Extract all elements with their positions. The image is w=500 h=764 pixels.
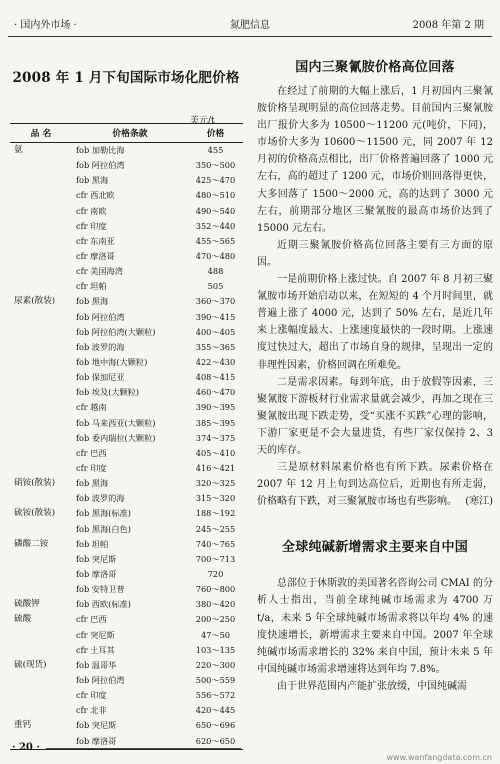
price-cell: 355～365 xyxy=(195,341,236,352)
price-cell: 488 xyxy=(207,266,224,277)
table-row xyxy=(10,643,243,658)
product-cell: 磷酸二铵 xyxy=(14,538,49,549)
terms-cell: fob 阿拉伯湾(大颗粒) xyxy=(76,326,156,337)
price-cell: 320～325 xyxy=(195,478,236,489)
terms-cell: cfr 印度 xyxy=(76,220,107,231)
table-row xyxy=(10,264,243,279)
product-cell xyxy=(10,446,72,461)
article-paragraph: 总部位于休斯敦的美国著名咨询公司 CMAI 的分析人士指出，当前全球纯碱市场需求为 4700 万 t/a，未来 5 年全球纯碱市场需求将以年均 4% 的速度快速增长，新增需求主要来自中国。2007 年全球纯碱市场需求增长的 32% 来自中国，预计未来 5 年中国纯碱市场需求增速将达到年均 7.8%。 xyxy=(257,578,493,675)
product-cell xyxy=(10,416,72,431)
terms-cell: fob 波罗的海 xyxy=(76,341,125,352)
table-row xyxy=(10,219,243,234)
product-cell xyxy=(10,400,72,415)
price-cell: 103～135 xyxy=(195,644,236,655)
terms-cell: cfr 坦帕 xyxy=(76,281,107,292)
article-paragraph: 三是原材料尿素价格也有所下跌。尿素价格在 2007 年 12 月上旬到达高位后，近期也有所走弱，价格略有下跌，对三聚氰胺市场也有些影响。 xyxy=(257,462,493,508)
price-cell: 760～800 xyxy=(195,584,236,595)
table-row xyxy=(10,310,243,325)
table-row xyxy=(10,325,243,340)
table-row xyxy=(10,173,243,188)
price-cell: 374～375 xyxy=(195,432,236,443)
product-cell xyxy=(10,279,72,294)
table-row xyxy=(10,446,243,461)
terms-cell: fob 委内瑞拉(大颗粒) xyxy=(76,432,156,443)
table-row xyxy=(10,703,243,718)
table-row xyxy=(10,552,243,567)
header-rule xyxy=(8,36,492,37)
terms-cell: fob 温哥华 xyxy=(76,659,117,670)
price-cell: 505 xyxy=(207,281,224,292)
price-table-title: 2008 年 1 月下旬国际市场化肥价格 xyxy=(12,70,240,86)
table-row xyxy=(10,279,243,294)
table-row xyxy=(10,628,243,643)
terms-cell: cfr 东南亚 xyxy=(76,235,115,246)
product-cell: 氨 xyxy=(14,145,23,156)
table-row xyxy=(10,491,243,506)
table-row xyxy=(10,340,243,355)
table-row xyxy=(10,658,243,673)
product-cell: 硫酸 xyxy=(14,614,32,625)
product-cell xyxy=(10,264,72,279)
table-row xyxy=(10,522,243,537)
price-cell: 188～192 xyxy=(195,508,236,519)
price-cell: 740～765 xyxy=(195,538,236,549)
watermark: www.wanfangdata.com.cn xyxy=(386,753,492,762)
table-row xyxy=(10,234,243,249)
product-cell xyxy=(10,582,72,597)
table-row xyxy=(10,431,243,446)
terms-cell: cfr 印度 xyxy=(76,463,107,474)
product-cell xyxy=(10,628,72,643)
price-cell: 352～440 xyxy=(195,220,236,231)
article-paragraph: 二是需求因素。每到年底，由于放假等因素，三聚氰胺下游板材行业需求量就会减少，再加之现在三聚氰胺出现下跌走势，受“买涨不买跌”心理的影响，下游厂家更是不会大量进货，有些厂家仅保持 2、3 天的库存。 xyxy=(257,376,493,456)
page-header xyxy=(8,14,492,32)
price-cell: 200～250 xyxy=(195,614,236,625)
price-cell: 47～50 xyxy=(200,629,231,640)
terms-cell: cfr 突尼斯 xyxy=(76,629,115,640)
table-row xyxy=(10,688,243,703)
price-cell: 500～559 xyxy=(195,674,236,685)
product-cell xyxy=(10,461,72,476)
table-row xyxy=(10,355,243,370)
price-cell: 245～255 xyxy=(195,523,236,534)
table-row xyxy=(10,506,243,521)
terms-cell: cfr 西北欧 xyxy=(76,190,115,201)
terms-cell: fob 黑海 xyxy=(76,296,109,307)
terms-cell: fob 保加尼亚 xyxy=(76,372,125,383)
price-cell: 460～470 xyxy=(195,387,236,398)
price-cell: 720 xyxy=(207,569,224,579)
product-cell xyxy=(10,310,72,325)
terms-cell: fob 黑海 xyxy=(76,478,109,489)
product-cell xyxy=(10,325,72,340)
price-cell: 455 xyxy=(207,145,224,156)
product-cell xyxy=(10,340,72,355)
price-cell: 350～500 xyxy=(195,160,236,171)
table-row xyxy=(10,612,243,627)
table-row xyxy=(10,718,243,733)
product-cell xyxy=(10,703,72,718)
terms-cell: fob 安特卫普 xyxy=(76,584,125,595)
terms-cell: cfr 摩洛哥 xyxy=(76,251,115,262)
column-header-product: 品 名 xyxy=(10,124,72,143)
terms-cell: fob 加勒比海 xyxy=(76,145,125,156)
price-cell: 700～713 xyxy=(195,553,236,564)
table-row xyxy=(10,188,243,203)
product-cell: 重钙 xyxy=(14,720,32,731)
table-row xyxy=(10,143,243,159)
terms-cell: fob 坦帕 xyxy=(76,538,109,549)
product-cell xyxy=(10,249,72,264)
terms-cell: cfr 南欧 xyxy=(76,205,107,216)
column-header-terms: 价格条款 xyxy=(72,124,188,143)
terms-cell: fob 黑海(白色) xyxy=(76,523,131,534)
table-row xyxy=(10,249,243,264)
terms-cell: fob 黑海 xyxy=(76,175,109,186)
product-cell xyxy=(10,688,72,703)
product-cell xyxy=(10,204,72,219)
price-cell: 360～370 xyxy=(195,296,236,307)
product-cell xyxy=(10,431,72,446)
terms-cell: fob 西欧(标准) xyxy=(76,599,131,610)
terms-cell: fob 突尼斯 xyxy=(76,720,117,731)
terms-cell: cfr 美国海湾 xyxy=(76,266,123,277)
price-cell: 455～565 xyxy=(195,235,236,246)
footer-rule xyxy=(46,748,241,749)
product-cell xyxy=(10,173,72,188)
terms-cell: fob 地中海(大颗粒) xyxy=(76,357,148,368)
header-section: · 国内外市场 · xyxy=(14,20,77,31)
table-row xyxy=(10,733,243,749)
price-cell: 408～415 xyxy=(195,372,236,383)
price-cell: 220～300 xyxy=(195,659,236,670)
header-issue: 2008 年第 2 期 xyxy=(412,20,484,31)
article-title-melamine: 国内三聚氰胺价格高位回落 xyxy=(295,60,455,75)
product-cell xyxy=(10,370,72,385)
product-cell: 硫铵(散装) xyxy=(14,508,56,519)
terms-cell: fob 黑海(标准) xyxy=(76,508,131,519)
price-cell: 422～430 xyxy=(195,357,236,368)
product-cell: 硫(现货) xyxy=(14,659,47,670)
product-cell: 硝铵(散装) xyxy=(14,478,56,489)
page-number: · 20 · xyxy=(12,742,40,753)
table-header-row xyxy=(10,124,243,143)
terms-cell: fob 埃及(大颗粒) xyxy=(76,387,140,398)
product-cell xyxy=(10,522,72,537)
table-row xyxy=(10,294,243,309)
terms-cell: cfr 越南 xyxy=(76,402,107,413)
price-cell: 405～410 xyxy=(195,447,236,458)
table-row xyxy=(10,597,243,612)
price-cell: 425～470 xyxy=(195,175,236,186)
product-cell xyxy=(10,234,72,249)
product-cell xyxy=(10,567,72,582)
product-cell xyxy=(10,385,72,400)
table-row xyxy=(10,582,243,597)
price-cell: 650～696 xyxy=(195,720,236,731)
table-row xyxy=(10,385,243,400)
product-cell xyxy=(10,643,72,658)
article-source: (寒江) xyxy=(465,496,493,508)
terms-cell: cfr 巴西 xyxy=(76,614,107,625)
terms-cell: fob 突尼斯 xyxy=(76,553,117,564)
terms-cell: cfr 土耳其 xyxy=(76,644,115,655)
product-cell xyxy=(10,355,72,370)
price-cell: 400～405 xyxy=(195,326,236,337)
product-cell xyxy=(10,552,72,567)
table-row xyxy=(10,476,243,491)
terms-cell: cfr 巴西 xyxy=(76,447,107,458)
terms-cell: cfr 北非 xyxy=(76,705,107,716)
fertilizer-price-table xyxy=(10,123,243,750)
article-title-soda-ash: 全球纯碱新增需求主要来自中国 xyxy=(281,540,469,556)
table-row xyxy=(10,673,243,688)
table-row xyxy=(10,158,243,173)
terms-cell: fob 阿拉伯湾 xyxy=(76,160,125,171)
product-cell: 尿素(散装) xyxy=(14,296,56,307)
header-journal-name: 氮肥信息 xyxy=(230,20,270,31)
price-cell: 390～415 xyxy=(195,311,236,322)
terms-cell: fob 摩洛哥 xyxy=(72,733,188,749)
price-cell: 556～572 xyxy=(195,690,236,701)
terms-cell: fob 阿拉伯湾 xyxy=(76,674,125,685)
price-cell: 416～421 xyxy=(195,463,236,474)
product-cell xyxy=(10,188,72,203)
article-paragraph: 在经过了前期的大幅上涨后，1 月初国内三聚氰胺价格呈现明显的高位回落走势。目前国内三聚氰胺出厂报价大多为 10500～11200 元(吨价，下同)，市场价大多为 10600～11500 元，同 2007 年 12 月初的价格高点相比，出厂价格普遍回落了 1000 元左右，高的超过了 1200 元，市场价则回落得更快，大多回落了 1500～2000 元，高的达到了 3000 元左右，前期部分地区三聚氰胺的最高市场价达到了 15000 元左右。 xyxy=(257,86,493,234)
price-unit: 美元/t xyxy=(190,116,215,126)
product-cell xyxy=(10,673,72,688)
column-header-price: 价格 xyxy=(188,124,243,143)
price-cell: 380～420 xyxy=(195,599,236,610)
terms-cell: cfr 印度 xyxy=(76,690,107,701)
table-body xyxy=(10,143,243,750)
price-cell: 315～320 xyxy=(195,493,236,504)
price-cell: 385～395 xyxy=(195,417,236,428)
table-row xyxy=(10,537,243,552)
table-row xyxy=(10,416,243,431)
price-cell: 480～510 xyxy=(195,190,236,201)
article-paragraph: 近期三聚氰胺价格高位回落主要有三方面的原因。 xyxy=(257,239,493,268)
table-row xyxy=(10,567,243,582)
table-row xyxy=(10,400,243,415)
article-paragraph: 由于世界范围内产能扩张放缓，中国纯碱需 xyxy=(277,680,467,692)
table-row xyxy=(10,461,243,476)
table-row xyxy=(10,370,243,385)
product-cell xyxy=(10,158,72,173)
product-cell: 硫酸钾 xyxy=(14,599,40,610)
article-paragraph: 一是前期价格上涨过快。自 2007 年 8 月初三聚氰胺市场开始启动以来，在短短的 4 个月时间里，就普遍上涨了 4000 元，达到了 50% 左右，是近几年来上涨幅度最大、上涨速度最快的一段时期。上涨速度过快过大，超出了市场自身的规律，呈现出一定的非理性因素，价格回调在所难免。 xyxy=(257,274,493,371)
terms-cell: fob 阿拉伯湾 xyxy=(76,311,125,322)
article-column xyxy=(257,56,493,695)
terms-cell: fob 波罗的海 xyxy=(76,493,125,504)
table-row xyxy=(10,204,243,219)
terms-cell: fob 摩洛哥 xyxy=(76,569,117,579)
product-cell xyxy=(10,491,72,506)
terms-cell: fob 马来西亚(大颗粒) xyxy=(76,417,156,428)
price-cell: 420～445 xyxy=(195,705,236,716)
price-cell: 620～650 xyxy=(188,733,243,749)
price-cell: 490～540 xyxy=(195,205,236,216)
price-cell: 470～480 xyxy=(195,251,236,262)
product-cell xyxy=(10,219,72,234)
price-cell: 390～395 xyxy=(195,402,236,413)
